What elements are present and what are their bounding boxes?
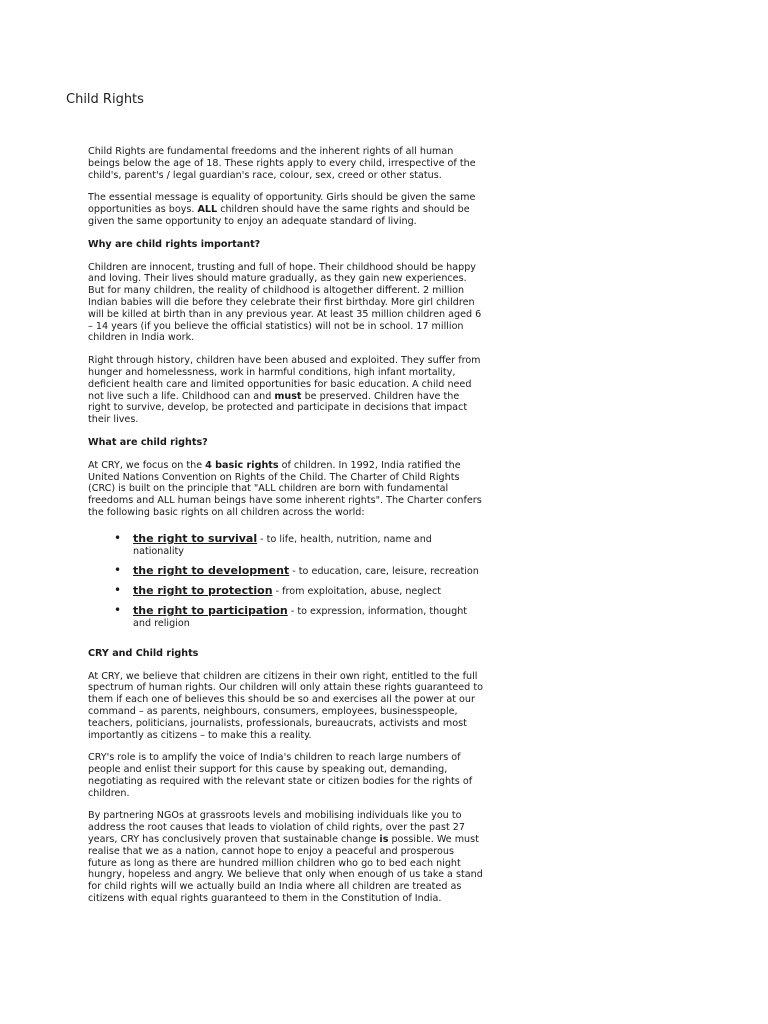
emphasis-is: is [379, 834, 389, 846]
text-run: At CRY, we focus on the [88, 459, 206, 471]
rights-list-item [88, 582, 484, 598]
text-run: be preserved. Children have the right to survive, develop, be protected and participate in decisions that impact their lives. [88, 390, 468, 426]
text-run: children should have the same rights and should be given the same opportunity to enjoy an adequate standard of living. [88, 204, 470, 227]
why-paragraph-1: Children are innocent, trusting and full of hope. Their childhood should be happy and loving. Their lives should mature gradually, as they gain new experiences. But for many children, the reality of childhood is altogether different. 2 million Indian babies will die before they celebrate their first birthday. More girl children will be killed at birth than in any previous year. At least 35 million children aged 6 – 14 years (if you believe the official statistics) will not be in school. 17 million children in India work. [88, 261, 482, 344]
right-description: - to expression, information, thought and religion [133, 605, 468, 629]
rights-list-item [88, 530, 484, 558]
what-paragraph-1 [88, 460, 484, 519]
right-description: - to life, health, nutrition, name and nationality [133, 533, 432, 557]
right-name: the right to development [133, 563, 290, 577]
cry-paragraph-3 [88, 810, 484, 904]
heading-what-are-rights: What are child rights? [88, 436, 208, 448]
text-run: of children. In 1992, India ratified the United Nations Convention on Rights of the Child. The Charter of Child Rights (CRC) is built on the principle that "ALL children are born with fundamental freedoms and ALL human beings have some inherent rights". The Charter confers the following basic rights on all children across the world: [88, 459, 482, 518]
text-run: Right through history, children have been abused and exploited. They suffer from hunger and homelessness, work in harmful conditions, high infant mortality, deficient health care and limited opportunities for basic education. A child need not live such a life. Childhood can and [88, 355, 481, 402]
bullet-icon: • [114, 530, 122, 545]
intro-paragraph-1: Child Rights are fundamental freedoms and the inherent rights of all human beings below the age of 18. These rights apply to every child, irrespective of the child's, parent's / legal guardian's race, colour, sex, creed or other status. [88, 146, 476, 181]
cry-paragraph-2: CRY's role is to amplify the voice of India's children to reach large numbers of people and enlist their support for this cause by speaking out, demanding, negotiating as required with the relevant state or citizen bodies for the rights of children. [88, 752, 473, 799]
text-run: By partnering NGOs at grassroots levels and mobilising individuals like you to address the root causes that leads to violation of child rights, over the past 27 years, CRY has conclusively proven that sustainable change [88, 810, 465, 846]
right-name: the right to protection [133, 583, 273, 597]
heading-cry-child-rights: CRY and Child rights [88, 647, 199, 659]
cry-paragraph-1: At CRY, we believe that children are citizens in their own right, entitled to the full spectrum of human rights. Our children will only attain these rights guaranteed to them if each one of believes this should be so and exercises all the power at our command – as parents, neighbours, consumers, employees, businesspeople, teachers, politicians, journalists, professionals, bureaucrats, activists and most importantly as citizens – to make this a reality. [88, 670, 483, 741]
bullet-icon: • [114, 582, 122, 597]
right-description: - from exploitation, abuse, neglect [272, 585, 442, 597]
right-description: - to education, care, leisure, recreation [289, 565, 479, 577]
bullet-icon: • [114, 562, 122, 577]
text-run: The essential message is equality of opportunity. Girls should be given the same opportunities as boys. [88, 192, 476, 216]
bullet-icon: • [114, 602, 122, 617]
emphasis-must: must [274, 390, 302, 402]
heading-why-important: Why are child rights important? [88, 238, 261, 250]
rights-list-item [88, 562, 484, 578]
intro-paragraph-2 [88, 192, 484, 227]
emphasis-4-basic-rights: 4 basic rights [205, 459, 279, 471]
page-title: Child Rights [66, 92, 144, 107]
rights-list-item [88, 602, 484, 630]
text-run: possible. We must realise that we as a nation, cannot hope to enjoy a peaceful and prosperous future as long as there are hundred million children who go to bed each night hungry, hopeless and angry. We believe that only when enough of us take a stand for child rights will we actually build an India where all children are treated as citizens with equal rights guaranteed to them in the Constitution of India. [88, 834, 483, 905]
emphasis-all: ALL [197, 204, 218, 216]
right-name: the right to survival [133, 531, 258, 545]
right-name: the right to participation [133, 603, 288, 617]
rights-list [88, 530, 484, 630]
document-body [88, 146, 484, 916]
why-paragraph-2 [88, 355, 484, 426]
